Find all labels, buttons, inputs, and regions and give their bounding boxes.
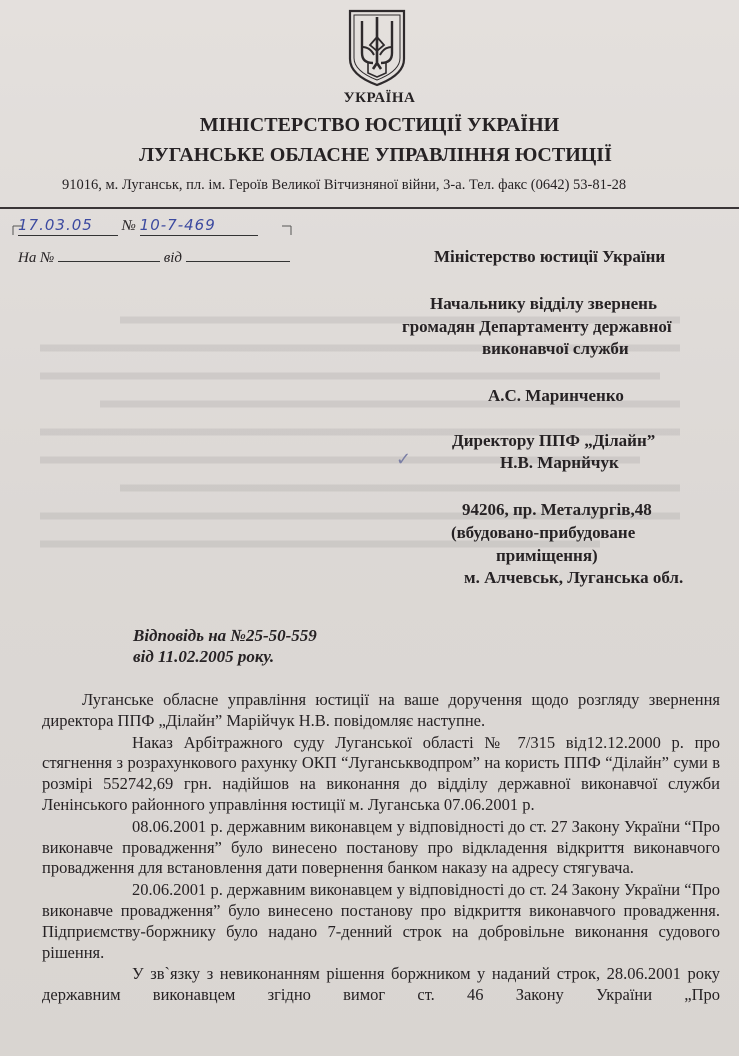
letterhead-divider	[0, 207, 739, 209]
reply-reference-line1: Відповідь на №25-50-559	[133, 626, 317, 645]
postal-line2: (вбудовано-прибудоване	[451, 523, 636, 542]
na-label: На №	[18, 250, 55, 266]
ministry-name: МІНІСТЕРСТВО ЮСТИЦІЇ УКРАЇНИ	[199, 114, 560, 136]
body-paragraph: Луганське обласне управління юстиції на ваше доручення щодо розгляду звернення директора ППФ „Ділайн” Марійчук Н.В. повідомляє наступне.	[42, 690, 720, 730]
corner-brackets	[12, 225, 292, 271]
outgoing-date: 17.03.05	[18, 216, 93, 234]
postal-line1: 94206, пр. Металургів,48	[462, 500, 652, 519]
addressee-head-line3: виконавчої служби	[482, 339, 629, 358]
addressee-director-name: Н.В. Марнйчук	[500, 453, 619, 472]
postal-line4: м. Алчевськ, Луганська обл.	[464, 568, 684, 587]
vid-label: від	[163, 250, 183, 266]
body-paragraph: У зв`язку з невиконанням рішення боржником у наданий строк, 28.06.2001 року державним виконавцем згідно вимог ст. 46 Закону України „Про	[42, 964, 720, 1005]
addressee-director-title: Директору ППФ „Ділайн”	[452, 431, 656, 450]
body-paragraph: Наказ Арбітражного суду Луганської області № 7/315 від12.12.2000 р. про стягнення з розрахункового рахунку ОКП “Луганськводпром” на користь ППФ “Ділайн” суми в розмірі 552742,69 грн. надійшов на виконання до відділу державної виконавчої служби Ленінського районного управління юстиції м. Луганська 07.06.2001 р.	[42, 732, 720, 814]
letter-body	[42, 690, 720, 1007]
addressee-head-line1: Начальнику відділу звернень	[430, 294, 657, 313]
ukraine-trident-emblem-icon	[346, 7, 408, 87]
number-sign: №	[121, 218, 136, 234]
reply-reference-line2: від 11.02.2005 року.	[133, 647, 275, 666]
addressee-head-line2: громадян Департаменту державної	[402, 317, 672, 336]
addressee-ministry: Міністерство юстиції України	[434, 247, 666, 266]
postal-line3: приміщення)	[496, 546, 598, 565]
sender-address: 91016, м. Луганськ, пл. ім. Героїв Великої Вітчизняної війни, 3-а. Тел. факс (0642) 53-81-28	[62, 177, 627, 193]
country-name: УКРАЇНА	[343, 90, 416, 106]
check-mark-icon: ✓	[396, 449, 412, 470]
department-name: ЛУГАНСЬКЕ ОБЛАСНЕ УПРАВЛІННЯ ЮСТИЦІЇ	[139, 144, 612, 166]
outgoing-number: 10-7-469	[139, 216, 216, 234]
body-paragraph: 08.06.2001 р. державним виконавцем у відповідності до ст. 27 Закону України “Про виконавче провадження” було винесено постанову про відкладення відкриття виконавчого провадження для встановлення дати повернення банком наказу на адресу стягувача.	[42, 816, 720, 878]
addressee-head-name: А.С. Маринченко	[488, 386, 624, 405]
body-paragraph: 20.06.2001 р. державним виконавцем у відповідності до ст. 24 Закону України “Про виконавче провадження” було винесено постанову про відкриття виконавчого провадження. Підприємству-боржнику було надано 7-денний строк на добровільне виконання судового рішення.	[42, 880, 720, 962]
reply-reference	[133, 625, 317, 667]
